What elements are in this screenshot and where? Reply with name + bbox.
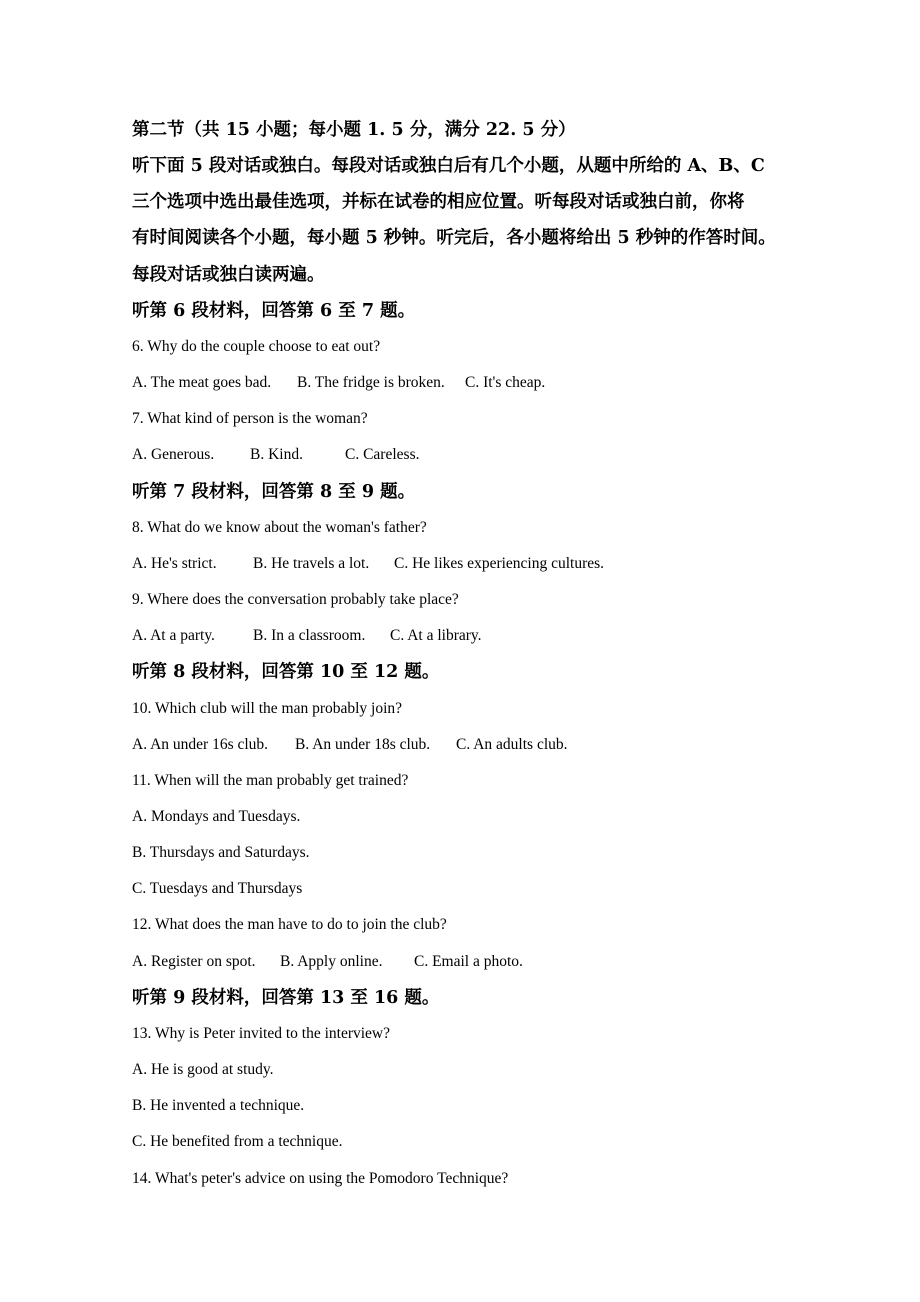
question-8: 8. What do we know about the woman's father? [132, 518, 427, 536]
option-b: B. An under 18s club. [295, 735, 431, 753]
option-b: B. Kind. [250, 446, 303, 464]
options-8 [132, 546, 812, 582]
question-6: 6. Why do the couple choose to eat out? [132, 337, 381, 355]
options-7 [132, 437, 812, 473]
option-c: C. Email a photo. [414, 952, 523, 970]
group-heading: 听第 9 段材料，回答第 13 至 16 题。 [132, 987, 440, 1008]
section-title: 第二节（共 15 小题；每小题 1. 5 分，满分 22. 5 分） [132, 120, 576, 140]
option-a: A. The meat goes bad. [132, 374, 272, 392]
option-a: A. At a party. [132, 627, 215, 645]
question-14: 14. What's peter's advice on using the Pomodoro Technique? [132, 1169, 509, 1187]
instructions-line: 每段对话或独白读两遍。 [132, 264, 325, 285]
option-c: C. Careless. [345, 446, 420, 464]
option-b: B. Thursdays and Saturdays. [132, 844, 310, 862]
option-c: C. He likes experiencing cultures. [394, 554, 605, 572]
option-c: C. At a library. [390, 627, 482, 645]
options-6 [132, 365, 812, 401]
instructions-line: 有时间阅读各个小题，每小题 5 秒钟。听完后，各小题将给出 5 秒钟的作答时间。 [132, 228, 776, 249]
exam-document [132, 112, 812, 1197]
option-b: B. In a classroom. [253, 627, 366, 645]
option-b: B. The fridge is broken. [297, 374, 445, 392]
options-10 [132, 727, 812, 763]
question-10: 10. Which club will the man probably join? [132, 699, 403, 717]
option-c: C. Tuesdays and Thursdays [132, 880, 303, 898]
options-12 [132, 944, 812, 980]
group-heading: 听第 7 段材料，回答第 8 至 9 题。 [132, 481, 416, 502]
option-a: A. He is good at study. [132, 1061, 274, 1079]
option-c: C. He benefited from a technique. [132, 1133, 343, 1151]
instructions-line: 三个选项中选出最佳选项，并标在试卷的相应位置。听每段对话或独白前，你将 [132, 192, 745, 213]
group-heading: 听第 6 段材料，回答第 6 至 7 题。 [132, 300, 416, 321]
instructions-line: 听下面 5 段对话或独白。每段对话或独白后有几个小题，从题中所给的 A、B、C [132, 156, 765, 177]
question-7: 7. What kind of person is the woman? [132, 410, 368, 428]
option-a: A. Register on spot. [132, 952, 256, 970]
option-c: C. An adults club. [456, 735, 568, 753]
question-13: 13. Why is Peter invited to the interview? [132, 1024, 390, 1042]
option-a: A. Generous. [132, 446, 215, 464]
option-a: A. Mondays and Tuesdays. [132, 807, 301, 825]
option-a: A. An under 16s club. [132, 735, 269, 753]
group-heading: 听第 8 段材料，回答第 10 至 12 题。 [132, 662, 440, 683]
option-b: B. He invented a technique. [132, 1097, 305, 1115]
options-9 [132, 618, 812, 654]
question-11: 11. When will the man probably get trained? [132, 771, 409, 789]
option-b: B. He travels a lot. [253, 554, 370, 572]
option-b: B. Apply online. [280, 952, 383, 970]
option-c: C. It's cheap. [465, 374, 546, 392]
question-12: 12. What does the man have to do to join the club? [132, 916, 447, 934]
question-9: 9. Where does the conversation probably take place? [132, 591, 459, 609]
option-a: A. He's strict. [132, 554, 217, 572]
